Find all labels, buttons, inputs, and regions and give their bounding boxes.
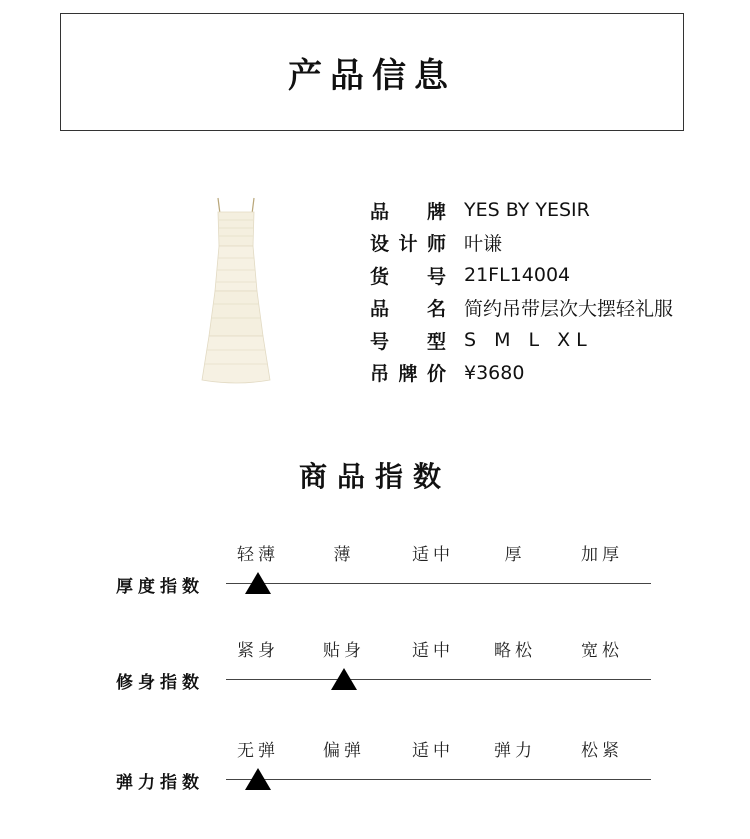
index-marker-triangle-icon	[245, 768, 271, 790]
index-scale-line	[226, 583, 651, 584]
scale-labels	[0, 636, 750, 660]
info-value-brand: YES BY YESIR	[464, 199, 590, 222]
info-label-sku: 货 号	[370, 265, 446, 288]
info-row-sku	[370, 259, 673, 292]
product-info	[370, 194, 673, 389]
scale-label: 无弹	[237, 741, 279, 761]
info-value-designer: 叶谦	[464, 233, 503, 256]
info-value-price: ¥3680	[464, 361, 525, 384]
scale-label: 厚	[504, 545, 526, 565]
scale-label: 适中	[412, 641, 454, 661]
info-row-brand	[370, 194, 673, 227]
info-row-designer	[370, 227, 673, 260]
index-scale-line	[226, 679, 651, 680]
scale-label: 贴身	[323, 641, 365, 661]
scale-label: 适中	[412, 545, 454, 565]
scale-labels	[0, 540, 750, 564]
index-name: 修身指数	[116, 673, 204, 693]
info-value-size: S M L XL	[464, 329, 593, 352]
header-box	[60, 13, 684, 131]
index-section-title: 商品指数	[298, 460, 451, 493]
page-title: 产品信息	[288, 55, 456, 96]
scale-label: 偏弹	[323, 741, 365, 761]
scale-label: 加厚	[581, 545, 623, 565]
index-name: 厚度指数	[116, 577, 204, 597]
info-value-name: 简约吊带层次大摆轻礼服	[464, 298, 674, 321]
info-value-sku: 21FL14004	[464, 264, 571, 287]
info-row-name	[370, 292, 673, 325]
info-row-size	[370, 324, 673, 357]
info-label-name: 品 名	[370, 298, 446, 321]
index-fit	[0, 636, 750, 716]
scale-label: 适中	[412, 741, 454, 761]
scale-labels	[0, 736, 750, 760]
index-marker-triangle-icon	[331, 668, 357, 690]
scale-label: 宽松	[581, 641, 623, 661]
dress-image	[196, 196, 276, 386]
scale-label: 松紧	[581, 741, 623, 761]
info-label-size: 号 型	[370, 330, 446, 353]
index-name: 弹力指数	[116, 773, 204, 793]
scale-label: 弹力	[494, 741, 536, 761]
scale-label: 轻薄	[237, 545, 279, 565]
scale-label: 略松	[494, 641, 536, 661]
scale-label: 薄	[333, 545, 355, 565]
info-label-price: 吊 牌 价	[370, 363, 446, 386]
info-row-price	[370, 357, 673, 390]
info-label-designer: 设 计 师	[370, 233, 446, 256]
index-marker-triangle-icon	[245, 572, 271, 594]
index-elasticity	[0, 736, 750, 816]
index-scale-line	[226, 779, 651, 780]
info-label-brand: 品 牌	[370, 200, 446, 223]
index-thickness	[0, 540, 750, 620]
scale-label: 紧身	[237, 641, 279, 661]
